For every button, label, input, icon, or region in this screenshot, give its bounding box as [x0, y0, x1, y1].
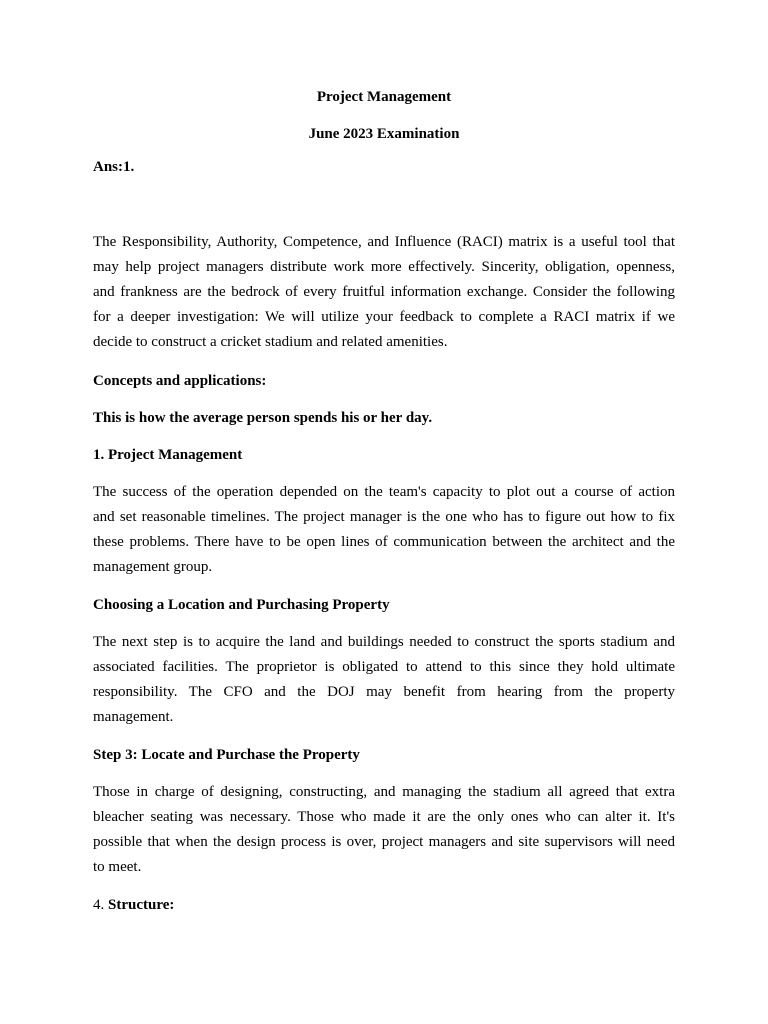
- section1-line: management group.: [93, 559, 213, 575]
- intro-line: and frankness are the bedrock of every fruitful information exchange. Consider the following: [93, 284, 675, 300]
- intro-line: decide to construct a cricket stadium and related amenities.: [93, 334, 448, 350]
- intro-line: for a deeper investigation: We will utilize your feedback to complete a RACI matrix if we: [93, 309, 675, 325]
- intro-line: may help project managers distribute work more effectively. Sincerity, obligation, openness,: [93, 259, 675, 275]
- document-subtitle: June 2023 Examination: [308, 126, 460, 142]
- section4-heading: [93, 896, 675, 914]
- section2-line: management.: [93, 709, 174, 725]
- section1-line: these problems. There have to be open lines of communication between the architect and the: [93, 534, 675, 550]
- section-heading-choosing-location: Choosing a Location and Purchasing Property: [93, 597, 390, 613]
- section-heading-step-3: Step 3: Locate and Purchase the Property: [93, 747, 360, 763]
- concepts-heading: Concepts and applications:: [93, 373, 267, 389]
- section2-line: associated facilities. The proprietor is obligated to attend to this since they hold ultimate: [93, 659, 675, 675]
- day-heading: This is how the average person spends his or her day.: [93, 410, 433, 426]
- section4-title: Structure:: [108, 897, 175, 913]
- section1-line: and set reasonable timelines. The project manager is the one who has to figure out how to fix: [93, 509, 675, 525]
- section-heading-project-management: 1. Project Management: [93, 447, 243, 463]
- intro-line: The Responsibility, Authority, Competence, and Influence (RACI) matrix is a useful tool that: [93, 234, 675, 250]
- section4-number: 4.: [93, 897, 105, 913]
- section3-line: possible that when the design process is over, project managers and site supervisors will need: [93, 834, 675, 850]
- section3-line: bleacher seating was necessary. Those who made it are the only ones who can alter it. It's: [93, 809, 675, 825]
- answer-label: Ans:1.: [93, 159, 135, 175]
- section3-line: Those in charge of designing, constructing, and managing the stadium all agreed that extra: [93, 784, 675, 800]
- section1-line: The success of the operation depended on the team's capacity to plot out a course of action: [93, 484, 675, 500]
- section2-line: The next step is to acquire the land and buildings needed to construct the sports stadium and: [93, 634, 675, 650]
- section3-line: to meet.: [93, 859, 142, 875]
- document-title: Project Management: [316, 89, 452, 105]
- section2-line: responsibility. The CFO and the DOJ may benefit from hearing from the property: [93, 684, 675, 700]
